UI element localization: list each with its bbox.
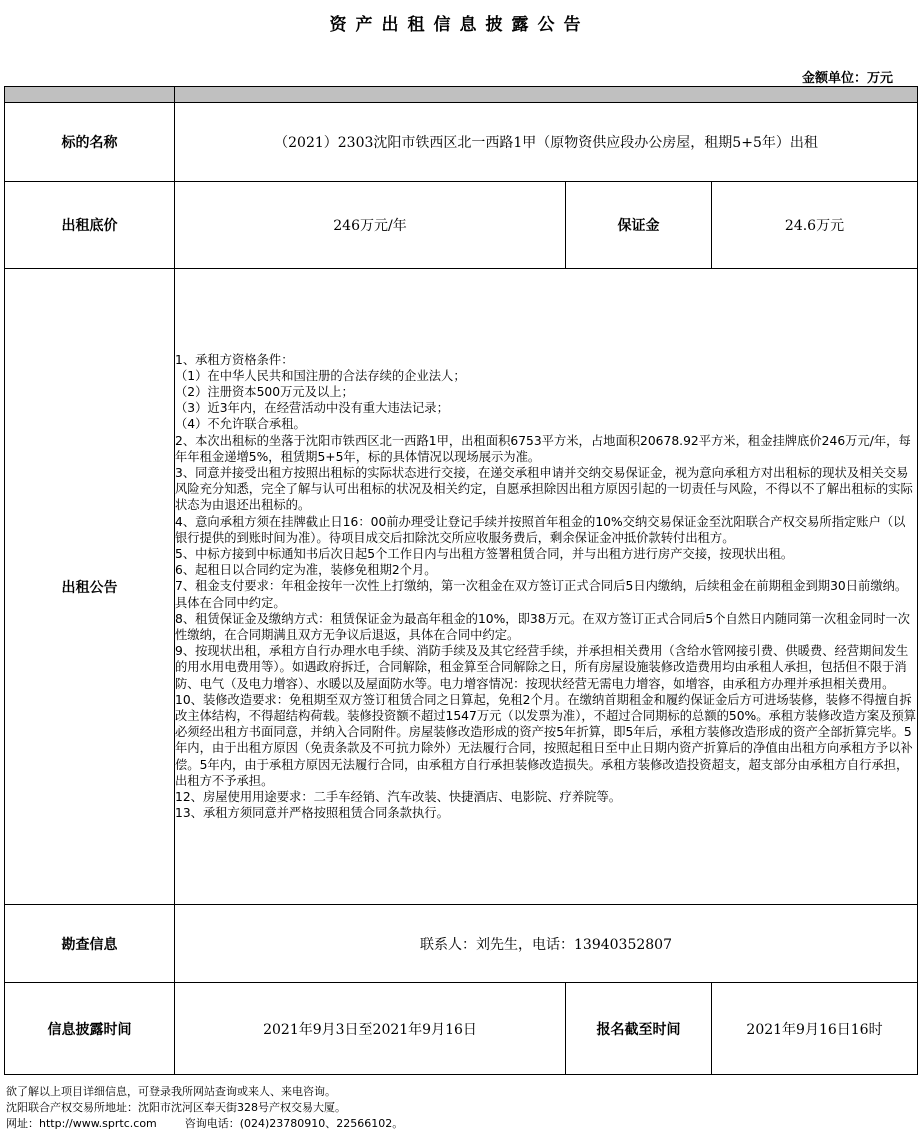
notice-line: （2）注册资本500万元及以上； — [175, 384, 354, 399]
notice-line: （3）近3年内，在经营活动中没有重大违法记录； — [175, 401, 449, 416]
row-asset-name — [5, 103, 918, 182]
row-notice — [5, 269, 918, 905]
header-cell-right — [175, 87, 918, 103]
asset-name-label: 标的名称 — [5, 103, 175, 182]
row-period — [5, 983, 918, 1075]
notice-line: 8、租赁保证金及缴纳方式：租赁保证金为最高年租金的10%，即38万元。在双方签订正式合同后5个自然日内随同第一次租金同时一次性缴纳，在合同期满且双方无争议后退返，具体在合同中约定。 — [175, 611, 910, 642]
asset-name-value: （2021）2303沈阳市铁西区北一西路1甲（原物资供应段办公房屋，租期5+5年）出租 — [175, 103, 918, 182]
notice-line: 7、租金支付要求：年租金按年一次性上打缴纳，第一次租金在双方签订正式合同后5日内缴纳，后续租金在前期租金到期30日前缴纳。具体在合同中约定。 — [175, 579, 908, 610]
notice-line: 9、按现状出租，承租方自行办理水电手续、消防手续及及其它经营手续，并承担相关费用（含给水管网接引费、供暖费、经营期间发生的用水用电费用等）。如遇政府拆迁，合同解除，租金算至合同解除之日，所有房屋设施装修改造费用均由承租人承担，包括但不限于消防、电气（及电力增容）、水暖以及屋面防水等。电力增容情况：按现状经营无需电力增容，如增容，由承租方办理并承担相关费用。 — [175, 644, 909, 691]
notice-line: 12、房屋使用用途要求：二手车经销、汽车改装、快捷酒店、电影院、疗养院等。 — [175, 790, 622, 805]
deposit-label: 保证金 — [566, 182, 712, 269]
notice-line: 1、承租方资格条件： — [175, 352, 294, 367]
deadline-value: 2021年9月16日16时 — [712, 983, 918, 1075]
price-label: 出租底价 — [5, 182, 175, 269]
deadline-label: 报名截至时间 — [566, 983, 712, 1075]
notice-line: 10、装修改造要求：免租期至双方签订租赁合同之日算起，免租2个月。在缴纳首期租金和履约保证金后方可进场装修，装修不得擅自拆改主体结构，不得超结构荷载。装修投资额不超过1547万元（以发票为准），不超过合同期标的总额的50%。承租方装修改造方案及预算必须经出租方书面同意，并纳入合同附件。房屋装修改造形成的资产按5年折算，即5年后，承租方装修改造形成的资产全部折算完毕。5年内，由于出租方原因（免责条款及不可抗力除外）无法履行合同，按照起租日至中止日期内资产折算后的净值由出租方向承租方予以补偿。5年内，由于承租方原因无法履行合同，由承租方自行承担装修改造损失。承租方装修改造投资超支，超支部分由承租方自行承担，出租方不予承担。 — [175, 692, 917, 788]
unit-note: 金额单位：万元 — [801, 71, 893, 86]
page-title: 资产出租信息披露公告 — [329, 15, 590, 35]
price-value: 246万元/年 — [175, 182, 566, 269]
row-price — [5, 182, 918, 269]
table-header-band — [5, 87, 918, 103]
footer — [6, 1084, 403, 1132]
row-survey — [5, 905, 918, 983]
notice-line: 3、同意并接受出租方按照出租标的实际状态进行交接，在递交承租申请并交纳交易保证金，视为意向承租方对出租标的现状及相关交易风险充分知悉，完全了解与认可出租标的状况及相关约定，自愿承担除因出租方原因引起的一切责任与风险，不得以不了解出租标的实际状态为由退还出租标的。 — [175, 465, 913, 513]
footer-line: 沈阳联合产权交易所地址：沈阳市沈河区奉天街328号产权交易大厦。 — [6, 1101, 346, 1114]
footer-line: 欲了解以上项目详细信息，可登录我所网站查询或来人、来电咨询。 — [6, 1085, 336, 1098]
survey-value: 联系人：刘先生，电话：13940352807 — [175, 905, 918, 983]
header-cell-left — [5, 87, 175, 103]
period-value: 2021年9月3日至2021年9月16日 — [175, 983, 566, 1075]
footer-line: 网址：http://www.sprtc.com 咨询电话：(024)23780910、22566102。 — [6, 1117, 404, 1130]
deposit-value: 24.6万元 — [712, 182, 918, 269]
notice-line: 13、承租方须同意并严格按照租赁合同条款执行。 — [175, 806, 449, 821]
notice-line: 6、起租日以合同约定为准，装修免租期2个月。 — [175, 563, 437, 578]
period-label: 信息披露时间 — [5, 983, 175, 1075]
disclosure-table — [4, 86, 918, 1075]
notice-line: （4）不允许联合承租。 — [175, 417, 306, 432]
survey-label: 勘查信息 — [5, 905, 175, 983]
notice-line: 5、中标方接到中标通知书后次日起5个工作日内与出租方签署租赁合同，并与出租方进行房产交接，按现状出租。 — [175, 546, 794, 561]
notice-label: 出租公告 — [5, 269, 175, 905]
notice-line: 4、意向承租方须在挂牌截止日16：00前办理受让登记手续并按照首年租金的10%交纳交易保证金至沈阳联合产权交易所指定账户（以银行提供的到账时间为准）。待项目成交后扣除沈交所应收服务费后，剩余保证金冲抵价款转付出租方。 — [175, 514, 906, 545]
notice-content — [175, 269, 918, 905]
notice-line: （1）在中华人民共和国注册的合法存续的企业法人； — [175, 368, 466, 383]
notice-line: 2、本次出租标的坐落于沈阳市铁西区北一西路1甲，出租面积6753平方米，占地面积20678.92平方米，租金挂牌底价246万元/年，每年年租金递增5%，租赁期5+5年，标的具体情况以现场展示为准。 — [175, 433, 911, 464]
